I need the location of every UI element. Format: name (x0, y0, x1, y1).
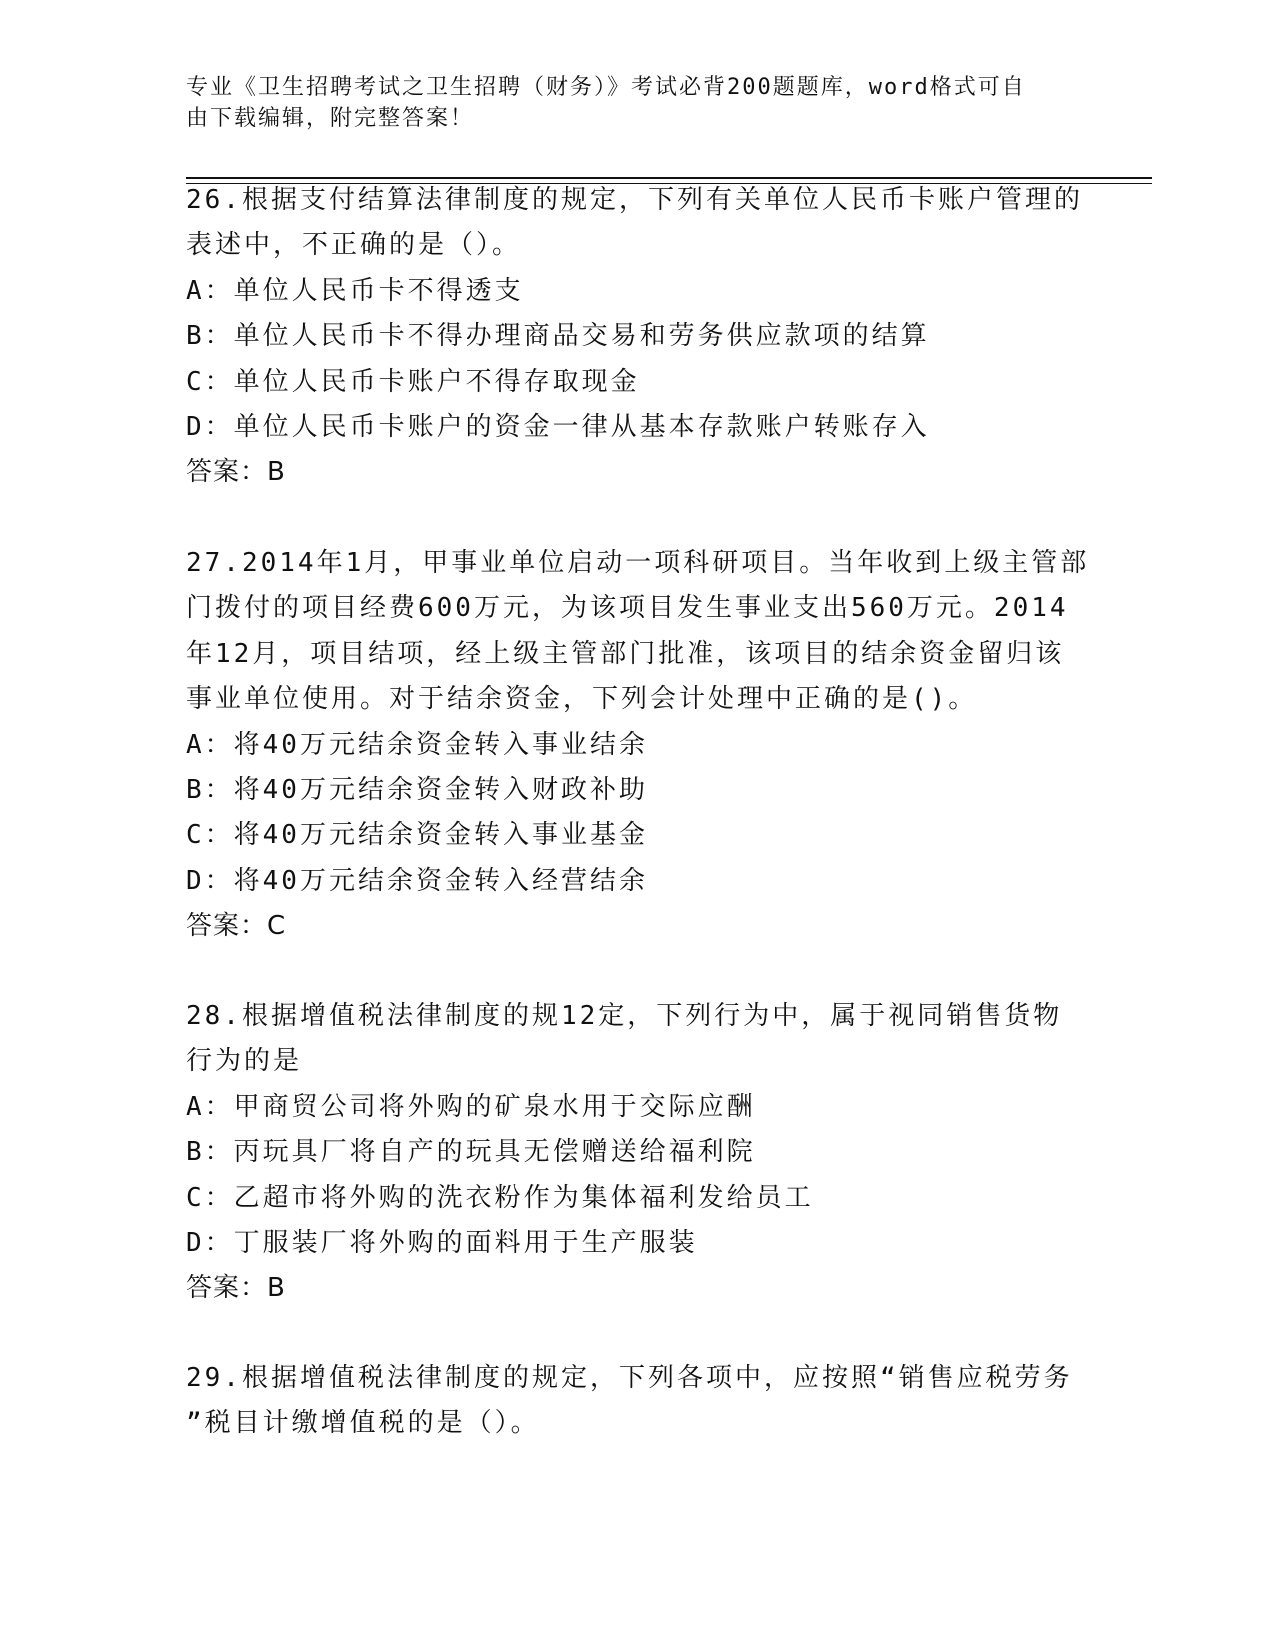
question-29 (186, 1356, 1086, 1447)
option-d: D：单位人民币卡账户的资金一律从基本存款账户转账存入 (186, 411, 930, 442)
option-a: A：单位人民币卡不得透支 (186, 275, 524, 306)
question-26 (186, 178, 1086, 496)
option-c: C：乙超市将外购的洗衣粉作为集体福利发给员工 (186, 1182, 814, 1213)
option-d: D：将40万元结余资金转入经营结余 (186, 865, 648, 896)
question-28 (186, 994, 1086, 1312)
question-stem-line: 29.根据增值税法律制度的规定，下列各项中，应按照“销售应税劳务 (186, 1363, 1073, 1393)
answer-label: 答案：B (186, 457, 286, 488)
question-stem-line: 表述中，不正确的是（）。 (186, 230, 522, 261)
option-b: B：丙玩具厂将自产的玩具无偿赠送给福利院 (186, 1137, 756, 1168)
question-stem-line: 年12月，项目结项，经上级主管部门批准，该项目的结余资金留归该 (186, 638, 1065, 669)
option-a: A：甲商贸公司将外购的矿泉水用于交际应酬 (186, 1091, 756, 1122)
question-stem-line: 27.2014年1月，甲事业单位启动一项科研项目。当年收到上级主管部 (186, 548, 1090, 578)
answer-label: 答案：B (186, 1273, 286, 1304)
answer-label: 答案：C (186, 911, 287, 942)
question-stem-line: 28.根据增值税法律制度的规12定，下列行为中，属于视同销售货物 (186, 1001, 1063, 1031)
option-b: B：将40万元结余资金转入财政补助 (186, 774, 648, 805)
option-c: C：单位人民币卡账户不得存取现金 (186, 366, 640, 397)
header-line: 由下载编辑，附完整答案！ (186, 106, 475, 131)
option-a: A：将40万元结余资金转入事业结余 (186, 729, 648, 760)
document-header (186, 72, 1076, 134)
option-b: B：单位人民币卡不得办理商品交易和劳务供应款项的结算 (186, 321, 930, 352)
header-line: 专业《卫生招聘考试之卫生招聘（财务）》考试必背200题题库，word格式可自 (186, 75, 1026, 100)
option-c: C：将40万元结余资金转入事业基金 (186, 820, 648, 851)
question-stem-line: ”税目计缴增值税的是（）。 (186, 1408, 540, 1439)
question-stem-line: 门拨付的项目经费600万元，为该项目发生事业支出560万元。2014 (186, 593, 1069, 624)
question-27 (186, 541, 1090, 950)
question-stem-line: 行为的是 (186, 1046, 303, 1077)
option-d: D：丁服装厂将外购的面料用于生产服装 (186, 1227, 698, 1258)
question-stem-line: 26.根据支付结算法律制度的规定，下列有关单位人民币卡账户管理的 (186, 185, 1083, 215)
question-stem-line: 事业单位使用。对于结余资金，下列会计处理中正确的是()。 (186, 684, 978, 715)
